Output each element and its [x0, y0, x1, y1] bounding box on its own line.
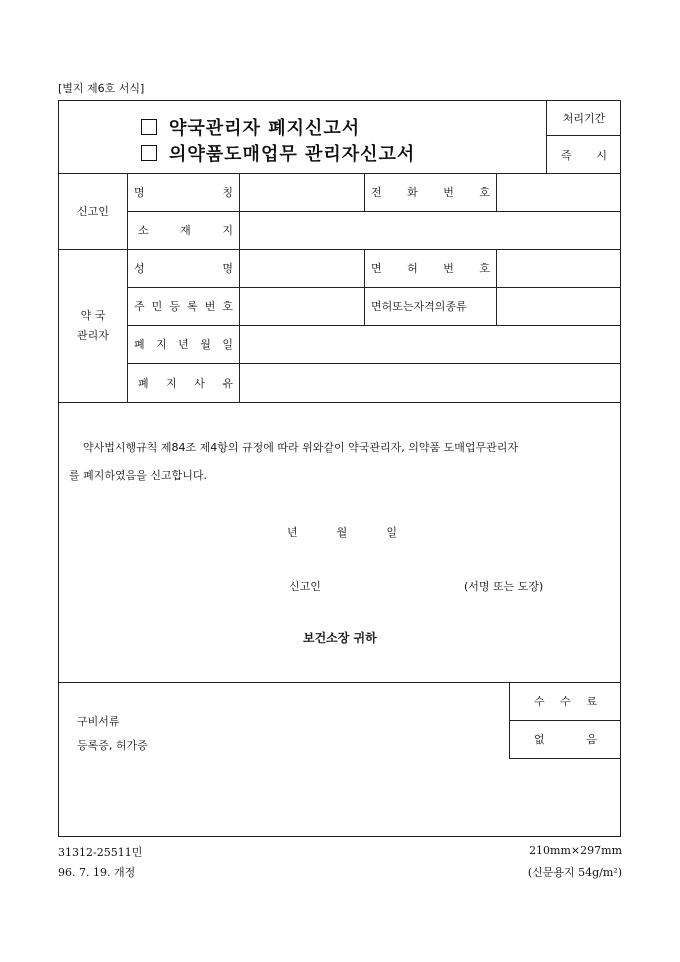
manager-name-label: 성 명: [134, 262, 233, 275]
manager-license-number-field[interactable]: [497, 249, 621, 287]
checkbox-icon[interactable]: [141, 145, 157, 161]
statement-line-1: 약사법시행규칙 제84조 제4항의 규정에 따라 위와같이 약국관리자, 의약품 도매업무관리자: [83, 441, 518, 454]
manager-resident-number-field[interactable]: [240, 287, 364, 325]
form-label: [별지 제6호 서식]: [58, 82, 145, 95]
processing-period-label: 처리기간: [562, 112, 606, 125]
form-frame: [58, 100, 621, 837]
reporter-address-label: 소 재 지: [138, 224, 233, 237]
fee-label: 수 수 료: [534, 695, 597, 708]
manager-license-type-label: 면허또는자격의종류: [371, 300, 467, 313]
manager-license-type-field[interactable]: [497, 287, 621, 325]
fee-value: 없 음: [534, 733, 597, 746]
paper-type: (신문용지 54g/m²): [527, 866, 622, 879]
manager-license-number-label: 면 허 번 호: [371, 262, 490, 275]
form-code: 31312-25511민: [58, 846, 143, 859]
report-date: 년 월 일: [287, 526, 397, 539]
reporter-address-field[interactable]: [240, 211, 621, 249]
checkbox-icon[interactable]: [141, 119, 157, 135]
paper-size: 210mm×297mm: [529, 844, 622, 857]
reporter-phone-label: 전 화 번 호: [371, 186, 490, 199]
title-line-2: 의약품도매업무 관리자신고서: [141, 140, 415, 166]
closure-reason-label: 폐 지 사 유: [138, 376, 233, 390]
processing-period-value: 즉 시: [561, 148, 607, 162]
statement-line-2: 를 폐지하였음을 신고합니다.: [69, 469, 208, 482]
documents-label: 구비서류: [77, 715, 120, 728]
manager-section-label: 약 국 관리자: [77, 308, 109, 342]
reporter-section-label: 신고인: [77, 205, 109, 218]
title-line-1: 약국관리자 폐지신고서: [141, 114, 360, 140]
reporter-name-label: 명 칭: [134, 186, 233, 199]
closure-date-label: 폐 지 년 월 일: [134, 338, 233, 351]
manager-name-field[interactable]: [240, 249, 364, 287]
reporter-name-field[interactable]: [240, 173, 364, 211]
documents-items: 등록증, 허가증: [77, 739, 148, 752]
closure-reason-field[interactable]: [240, 363, 621, 402]
signature-note: (서명 또는 도장): [464, 580, 544, 593]
reporter-signature-label: 신고인: [289, 580, 321, 593]
reporter-phone-field[interactable]: [497, 173, 621, 211]
closure-date-field[interactable]: [240, 325, 621, 363]
manager-resident-number-label: 주 민 등 록 번 호: [134, 300, 233, 313]
revision-date: 96. 7. 19. 개정: [58, 866, 136, 879]
addressee: 보건소장 귀하: [303, 631, 377, 645]
